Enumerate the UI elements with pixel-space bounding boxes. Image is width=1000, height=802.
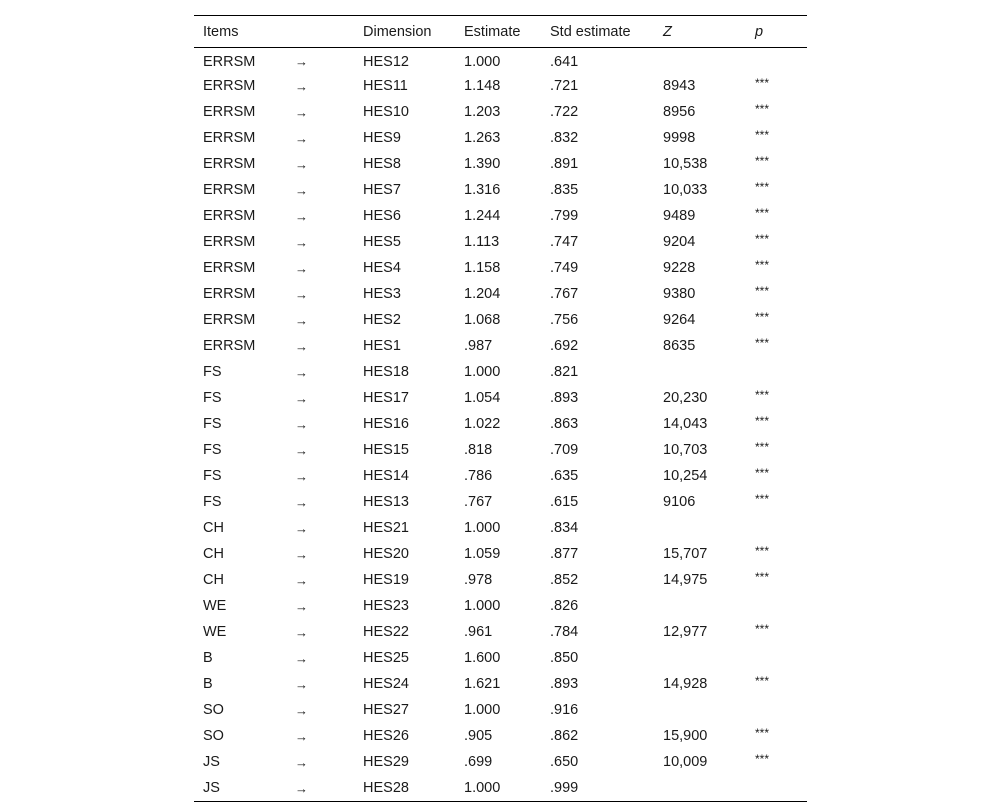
cell-dimension: HES19: [363, 572, 409, 588]
table-row: [194, 775, 807, 802]
arrow-icon: →: [295, 130, 308, 146]
cell-z: 15,900: [663, 728, 708, 744]
cell-z: [654, 697, 746, 723]
arrow-icon: →: [295, 54, 308, 69]
cell-dimension: HES6: [363, 208, 401, 224]
cell-p: [746, 515, 807, 541]
cell-std-estimate: .721: [550, 78, 579, 94]
cell-estimate: 1.621: [464, 676, 501, 692]
cell-item: JS: [203, 780, 220, 796]
cell-item: FS: [203, 468, 222, 484]
cell-p: ***: [755, 674, 770, 688]
table-row: [194, 99, 807, 125]
cell-item: FS: [203, 494, 222, 510]
cell-p: ***: [755, 206, 770, 220]
arrow-icon: →: [295, 390, 308, 406]
table-row: [194, 619, 807, 645]
cell-std-estimate: .821: [550, 364, 579, 380]
cell-p: ***: [755, 232, 770, 246]
arrow-icon: →: [295, 338, 308, 354]
cell-estimate: 1.204: [464, 286, 501, 302]
cell-std-estimate: .756: [550, 312, 579, 328]
cell-z: 9264: [663, 312, 696, 328]
cell-z: 14,043: [663, 416, 708, 432]
cell-dimension: HES18: [363, 364, 409, 380]
cell-std-estimate: .852: [550, 572, 579, 588]
cell-std-estimate: .834: [550, 520, 579, 536]
cell-item: B: [203, 650, 213, 666]
cell-dimension: HES2: [363, 312, 401, 328]
cell-dimension: HES3: [363, 286, 401, 302]
cell-std-estimate: .916: [550, 702, 579, 718]
cell-p: [746, 775, 807, 802]
cell-estimate: .961: [464, 624, 493, 640]
table-row: [194, 567, 807, 593]
cell-std-estimate: .999: [550, 780, 579, 796]
cell-estimate: 1.059: [464, 546, 501, 562]
cell-dimension: HES14: [363, 468, 409, 484]
cell-item: ERRSM: [203, 208, 256, 224]
cell-std-estimate: .799: [550, 208, 579, 224]
cell-estimate: 1.263: [464, 130, 501, 146]
arrow-icon: →: [295, 494, 308, 510]
cell-p: ***: [755, 154, 770, 168]
arrow-icon: →: [295, 442, 308, 458]
cell-std-estimate: .893: [550, 390, 579, 406]
table-row: [194, 385, 807, 411]
cell-p: ***: [755, 726, 770, 740]
table-row: [194, 749, 807, 775]
cell-std-estimate: .650: [550, 754, 579, 770]
cell-item: CH: [203, 572, 224, 588]
cell-item: FS: [203, 390, 222, 406]
arrow-icon: →: [295, 156, 308, 172]
cell-item: CH: [203, 520, 224, 536]
cell-estimate: .978: [464, 572, 493, 588]
cell-dimension: HES8: [363, 156, 401, 172]
arrow-icon: →: [295, 104, 308, 120]
table-row: [194, 73, 807, 99]
arrow-icon: →: [295, 546, 308, 562]
cell-p: ***: [755, 336, 770, 350]
header-dimension: Dimension: [363, 23, 432, 40]
cell-std-estimate: .832: [550, 130, 579, 146]
cell-estimate: .767: [464, 494, 493, 510]
cell-z: 10,703: [663, 442, 708, 458]
cell-estimate: .786: [464, 468, 493, 484]
cell-std-estimate: .850: [550, 650, 579, 666]
cell-z: [654, 775, 746, 802]
table-row: [194, 255, 807, 281]
table-row: [194, 125, 807, 151]
table-row: [194, 411, 807, 437]
table-row: [194, 697, 807, 723]
cell-p: [746, 359, 807, 385]
cell-std-estimate: .615: [550, 494, 579, 510]
cell-z: 20,230: [663, 390, 708, 406]
cell-dimension: HES9: [363, 130, 401, 146]
table-body: [194, 48, 807, 802]
cell-p: [746, 645, 807, 671]
arrow-icon: →: [295, 286, 308, 302]
arrow-icon: →: [295, 520, 308, 536]
cell-z: 10,009: [663, 754, 708, 770]
cell-dimension: HES27: [363, 702, 409, 718]
cell-estimate: 1.316: [464, 182, 501, 198]
arrow-icon: →: [295, 572, 308, 588]
table-row: [194, 151, 807, 177]
cell-z: [654, 593, 746, 619]
table-header: [194, 16, 807, 48]
table-row: [194, 541, 807, 567]
cell-p: ***: [755, 388, 770, 402]
cell-p: ***: [755, 258, 770, 272]
cell-z: [654, 48, 746, 74]
cell-estimate: 1.054: [464, 390, 501, 406]
cell-item: ERRSM: [203, 130, 256, 146]
table-row: [194, 593, 807, 619]
cell-item: ERRSM: [203, 182, 256, 198]
cell-dimension: HES4: [363, 260, 401, 276]
cell-std-estimate: .862: [550, 728, 579, 744]
cell-p: ***: [755, 180, 770, 194]
cell-p: ***: [755, 284, 770, 298]
cell-p: ***: [755, 76, 770, 90]
cell-estimate: 1.000: [464, 520, 501, 536]
cell-item: WE: [203, 598, 227, 614]
arrow-icon: →: [295, 416, 308, 432]
cell-dimension: HES16: [363, 416, 409, 432]
cell-estimate: 1.148: [464, 78, 501, 94]
cell-z: 15,707: [663, 546, 708, 562]
table-row: [194, 177, 807, 203]
arrow-icon: →: [295, 702, 308, 718]
arrow-icon: →: [295, 78, 308, 94]
cell-dimension: HES7: [363, 182, 401, 198]
cell-estimate: 1.113: [464, 234, 500, 250]
cell-item: ERRSM: [203, 78, 256, 94]
cell-dimension: HES5: [363, 234, 401, 250]
cell-item: ERRSM: [203, 156, 256, 172]
cell-std-estimate: .826: [550, 598, 579, 614]
header-p: p: [755, 23, 764, 40]
cell-estimate: 1.000: [464, 702, 501, 718]
cell-std-estimate: .891: [550, 156, 579, 172]
cell-p: ***: [755, 622, 770, 636]
cell-z: 8956: [663, 104, 696, 120]
cell-item: ERRSM: [203, 53, 256, 70]
cell-dimension: HES25: [363, 650, 409, 666]
table-row: [194, 671, 807, 697]
cell-z: 10,033: [663, 182, 708, 198]
arrow-icon: →: [295, 312, 308, 328]
factor-loadings-table: [194, 15, 807, 802]
cell-estimate: 1.203: [464, 104, 501, 120]
table-row: [194, 515, 807, 541]
cell-p: ***: [755, 466, 770, 480]
cell-z: 9380: [663, 286, 696, 302]
cell-dimension: HES20: [363, 546, 409, 562]
header-estimate: Estimate: [464, 23, 521, 40]
cell-dimension: HES26: [363, 728, 409, 744]
cell-p: ***: [755, 544, 770, 558]
table-row: [194, 437, 807, 463]
cell-z: 12,977: [663, 624, 708, 640]
cell-p: [746, 593, 807, 619]
table-row: [194, 489, 807, 515]
cell-dimension: HES17: [363, 390, 409, 406]
cell-dimension: HES13: [363, 494, 409, 510]
cell-z: 14,928: [663, 676, 708, 692]
cell-p: ***: [755, 570, 770, 584]
cell-item: ERRSM: [203, 286, 256, 302]
cell-std-estimate: .767: [550, 286, 579, 302]
cell-item: SO: [203, 728, 224, 744]
cell-p: ***: [755, 102, 770, 116]
header-row: [194, 16, 807, 48]
cell-std-estimate: .784: [550, 624, 579, 640]
factor-loadings-table-container: [194, 15, 807, 802]
cell-estimate: 1.068: [464, 312, 501, 328]
table-row: [194, 723, 807, 749]
cell-std-estimate: .692: [550, 338, 579, 354]
cell-z: 9228: [663, 260, 696, 276]
cell-item: ERRSM: [203, 338, 256, 354]
table-row: [194, 48, 807, 74]
cell-std-estimate: .835: [550, 182, 579, 198]
cell-estimate: 1.000: [464, 598, 501, 614]
cell-item: JS: [203, 754, 220, 770]
arrow-icon: →: [295, 676, 308, 692]
cell-dimension: HES23: [363, 598, 409, 614]
cell-std-estimate: .722: [550, 104, 579, 120]
arrow-icon: →: [295, 208, 308, 224]
arrow-icon: →: [295, 728, 308, 744]
table-row: [194, 645, 807, 671]
cell-estimate: .987: [464, 338, 493, 354]
cell-std-estimate: .641: [550, 53, 579, 70]
cell-z: 8943: [663, 78, 696, 94]
cell-item: FS: [203, 442, 222, 458]
cell-dimension: HES22: [363, 624, 409, 640]
cell-item: ERRSM: [203, 234, 256, 250]
cell-item: WE: [203, 624, 227, 640]
cell-item: CH: [203, 546, 224, 562]
header-std-estimate: Std estimate: [550, 23, 631, 40]
cell-estimate: 1.600: [464, 650, 501, 666]
table-row: [194, 463, 807, 489]
cell-std-estimate: .863: [550, 416, 579, 432]
cell-p: ***: [755, 752, 770, 766]
table-row: [194, 203, 807, 229]
cell-item: ERRSM: [203, 260, 256, 276]
table-row: [194, 359, 807, 385]
arrow-icon: →: [295, 624, 308, 640]
cell-z: 8635: [663, 338, 696, 354]
cell-dimension: HES24: [363, 676, 409, 692]
cell-estimate: .905: [464, 728, 493, 744]
cell-item: SO: [203, 702, 224, 718]
cell-item: ERRSM: [203, 104, 256, 120]
cell-std-estimate: .747: [550, 234, 579, 250]
cell-dimension: HES12: [363, 53, 409, 70]
arrow-icon: →: [295, 364, 308, 380]
cell-p: ***: [755, 310, 770, 324]
cell-z: 9489: [663, 208, 696, 224]
header-z: Z: [663, 23, 672, 40]
cell-z: 10,254: [663, 468, 708, 484]
table-row: [194, 333, 807, 359]
cell-estimate: 1.000: [464, 364, 501, 380]
arrow-icon: →: [295, 234, 308, 250]
cell-item: FS: [203, 364, 222, 380]
cell-z: 9204: [663, 234, 696, 250]
cell-z: [654, 645, 746, 671]
table-row: [194, 307, 807, 333]
cell-z: 10,538: [663, 156, 708, 172]
cell-dimension: HES11: [363, 78, 408, 94]
arrow-icon: →: [295, 754, 308, 770]
cell-estimate: .699: [464, 754, 493, 770]
cell-dimension: HES15: [363, 442, 409, 458]
cell-z: 14,975: [663, 572, 708, 588]
cell-dimension: HES29: [363, 754, 409, 770]
cell-item: FS: [203, 416, 222, 432]
cell-estimate: 1.158: [464, 260, 501, 276]
cell-p: [746, 48, 807, 74]
cell-estimate: 1.000: [464, 53, 501, 70]
cell-dimension: HES21: [363, 520, 409, 536]
table-row: [194, 229, 807, 255]
cell-std-estimate: .893: [550, 676, 579, 692]
cell-p: ***: [755, 128, 770, 142]
header-arrow: [295, 16, 354, 48]
arrow-icon: →: [295, 650, 308, 666]
cell-estimate: .818: [464, 442, 493, 458]
cell-dimension: HES28: [363, 780, 409, 796]
cell-z: 9998: [663, 130, 696, 146]
arrow-icon: →: [295, 598, 308, 614]
cell-dimension: HES1: [363, 338, 401, 354]
cell-p: [746, 697, 807, 723]
cell-item: B: [203, 676, 213, 692]
cell-item: ERRSM: [203, 312, 256, 328]
cell-p: ***: [755, 492, 770, 506]
cell-z: [654, 359, 746, 385]
arrow-icon: →: [295, 182, 308, 198]
cell-std-estimate: .709: [550, 442, 579, 458]
cell-std-estimate: .635: [550, 468, 579, 484]
cell-dimension: HES10: [363, 104, 409, 120]
cell-std-estimate: .877: [550, 546, 579, 562]
arrow-icon: →: [295, 780, 308, 796]
cell-estimate: 1.244: [464, 208, 501, 224]
cell-z: 9106: [663, 494, 696, 510]
cell-estimate: 1.000: [464, 780, 501, 796]
arrow-icon: →: [295, 260, 308, 276]
cell-p: ***: [755, 440, 770, 454]
table-row: [194, 281, 807, 307]
cell-p: ***: [755, 414, 770, 428]
cell-z: [654, 515, 746, 541]
cell-estimate: 1.390: [464, 156, 501, 172]
cell-estimate: 1.022: [464, 416, 501, 432]
header-items: Items: [203, 23, 239, 40]
arrow-icon: →: [295, 468, 308, 484]
cell-std-estimate: .749: [550, 260, 579, 276]
